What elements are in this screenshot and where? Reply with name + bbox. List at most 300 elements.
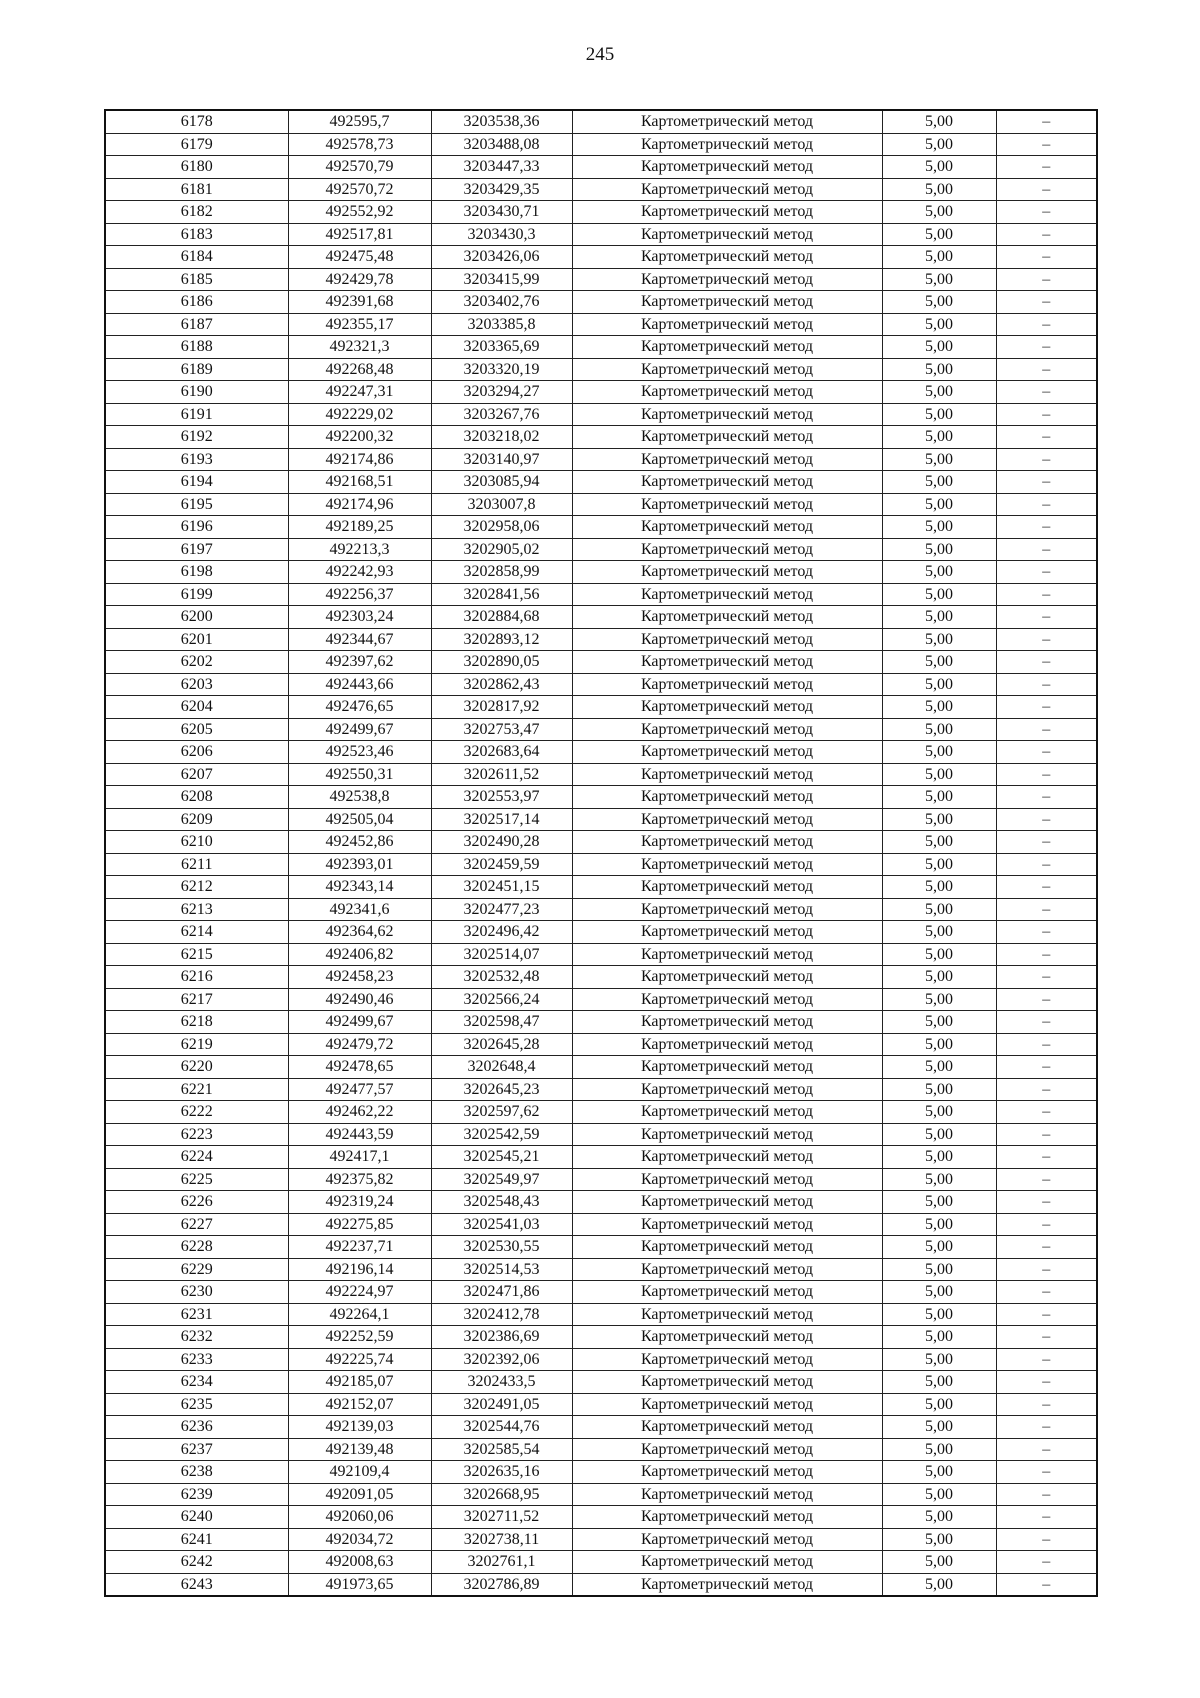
accuracy-cell: 5,00 bbox=[882, 1348, 996, 1371]
x-coordinate-cell: 492242,93 bbox=[288, 561, 431, 584]
accuracy-cell: 5,00 bbox=[882, 831, 996, 854]
point-number-cell: 6188 bbox=[105, 336, 288, 359]
accuracy-cell: 5,00 bbox=[882, 1371, 996, 1394]
accuracy-cell: 5,00 bbox=[882, 1011, 996, 1034]
point-number-cell: 6192 bbox=[105, 426, 288, 449]
x-coordinate-cell: 492375,82 bbox=[288, 1168, 431, 1191]
dash-cell: – bbox=[996, 898, 1097, 921]
table-row bbox=[105, 1461, 1097, 1484]
x-coordinate-cell: 492393,01 bbox=[288, 853, 431, 876]
method-cell: Картометрический метод bbox=[572, 786, 882, 809]
table-row bbox=[105, 1191, 1097, 1214]
dash-cell: – bbox=[996, 696, 1097, 719]
x-coordinate-cell: 491973,65 bbox=[288, 1573, 431, 1596]
point-number-cell: 6230 bbox=[105, 1281, 288, 1304]
x-coordinate-cell: 492319,24 bbox=[288, 1191, 431, 1214]
method-cell: Картометрический метод bbox=[572, 133, 882, 156]
method-cell: Картометрический метод bbox=[572, 1506, 882, 1529]
table-row bbox=[105, 493, 1097, 516]
table-row bbox=[105, 448, 1097, 471]
dash-cell: – bbox=[996, 1123, 1097, 1146]
accuracy-cell: 5,00 bbox=[882, 1078, 996, 1101]
y-coordinate-cell: 3203218,02 bbox=[431, 426, 572, 449]
x-coordinate-cell: 492578,73 bbox=[288, 133, 431, 156]
table-row bbox=[105, 1011, 1097, 1034]
accuracy-cell: 5,00 bbox=[882, 1258, 996, 1281]
y-coordinate-cell: 3202451,15 bbox=[431, 876, 572, 899]
accuracy-cell: 5,00 bbox=[882, 876, 996, 899]
point-number-cell: 6198 bbox=[105, 561, 288, 584]
dash-cell: – bbox=[996, 651, 1097, 674]
table-row bbox=[105, 516, 1097, 539]
method-cell: Картометрический метод bbox=[572, 741, 882, 764]
y-coordinate-cell: 3203538,36 bbox=[431, 110, 572, 133]
accuracy-cell: 5,00 bbox=[882, 1551, 996, 1574]
y-coordinate-cell: 3202386,69 bbox=[431, 1326, 572, 1349]
point-number-cell: 6191 bbox=[105, 403, 288, 426]
dash-cell: – bbox=[996, 606, 1097, 629]
method-cell: Картометрический метод bbox=[572, 426, 882, 449]
x-coordinate-cell: 492168,51 bbox=[288, 471, 431, 494]
x-coordinate-cell: 492478,65 bbox=[288, 1056, 431, 1079]
table-row bbox=[105, 1101, 1097, 1124]
method-cell: Картометрический метод bbox=[572, 1056, 882, 1079]
y-coordinate-cell: 3202738,11 bbox=[431, 1528, 572, 1551]
y-coordinate-cell: 3203385,8 bbox=[431, 313, 572, 336]
table-row bbox=[105, 673, 1097, 696]
method-cell: Картометрический метод bbox=[572, 1483, 882, 1506]
accuracy-cell: 5,00 bbox=[882, 718, 996, 741]
point-number-cell: 6182 bbox=[105, 201, 288, 224]
table-row bbox=[105, 741, 1097, 764]
table-row bbox=[105, 943, 1097, 966]
point-number-cell: 6203 bbox=[105, 673, 288, 696]
accuracy-cell: 5,00 bbox=[882, 1056, 996, 1079]
x-coordinate-cell: 492264,1 bbox=[288, 1303, 431, 1326]
y-coordinate-cell: 3202433,5 bbox=[431, 1371, 572, 1394]
table-row bbox=[105, 1371, 1097, 1394]
table-row bbox=[105, 988, 1097, 1011]
y-coordinate-cell: 3202817,92 bbox=[431, 696, 572, 719]
y-coordinate-cell: 3203430,71 bbox=[431, 201, 572, 224]
dash-cell: – bbox=[996, 538, 1097, 561]
method-cell: Картометрический метод bbox=[572, 966, 882, 989]
table-row bbox=[105, 291, 1097, 314]
x-coordinate-cell: 492479,72 bbox=[288, 1033, 431, 1056]
accuracy-cell: 5,00 bbox=[882, 786, 996, 809]
x-coordinate-cell: 492256,37 bbox=[288, 583, 431, 606]
accuracy-cell: 5,00 bbox=[882, 223, 996, 246]
x-coordinate-cell: 492417,1 bbox=[288, 1146, 431, 1169]
accuracy-cell: 5,00 bbox=[882, 651, 996, 674]
point-number-cell: 6226 bbox=[105, 1191, 288, 1214]
y-coordinate-cell: 3202958,06 bbox=[431, 516, 572, 539]
table-row bbox=[105, 178, 1097, 201]
table-row bbox=[105, 1258, 1097, 1281]
dash-cell: – bbox=[996, 988, 1097, 1011]
table-row bbox=[105, 1146, 1097, 1169]
y-coordinate-cell: 3202548,43 bbox=[431, 1191, 572, 1214]
accuracy-cell: 5,00 bbox=[882, 426, 996, 449]
y-coordinate-cell: 3203430,3 bbox=[431, 223, 572, 246]
x-coordinate-cell: 492443,66 bbox=[288, 673, 431, 696]
table-row bbox=[105, 1573, 1097, 1596]
method-cell: Картометрический метод bbox=[572, 1033, 882, 1056]
accuracy-cell: 5,00 bbox=[882, 516, 996, 539]
x-coordinate-cell: 492397,62 bbox=[288, 651, 431, 674]
point-number-cell: 6197 bbox=[105, 538, 288, 561]
accuracy-cell: 5,00 bbox=[882, 1483, 996, 1506]
accuracy-cell: 5,00 bbox=[882, 853, 996, 876]
y-coordinate-cell: 3202490,28 bbox=[431, 831, 572, 854]
method-cell: Картометрический метод bbox=[572, 291, 882, 314]
y-coordinate-cell: 3202635,16 bbox=[431, 1461, 572, 1484]
y-coordinate-cell: 3202566,24 bbox=[431, 988, 572, 1011]
method-cell: Картометрический метод bbox=[572, 1461, 882, 1484]
y-coordinate-cell: 3202862,43 bbox=[431, 673, 572, 696]
method-cell: Картометрический метод bbox=[572, 583, 882, 606]
method-cell: Картометрический метод bbox=[572, 606, 882, 629]
method-cell: Картометрический метод bbox=[572, 651, 882, 674]
x-coordinate-cell: 492060,06 bbox=[288, 1506, 431, 1529]
accuracy-cell: 5,00 bbox=[882, 628, 996, 651]
point-number-cell: 6199 bbox=[105, 583, 288, 606]
table-row bbox=[105, 808, 1097, 831]
accuracy-cell: 5,00 bbox=[882, 1393, 996, 1416]
table-row bbox=[105, 1416, 1097, 1439]
table-row bbox=[105, 1438, 1097, 1461]
method-cell: Картометрический метод bbox=[572, 448, 882, 471]
dash-cell: – bbox=[996, 493, 1097, 516]
table-row bbox=[105, 110, 1097, 133]
point-number-cell: 6243 bbox=[105, 1573, 288, 1596]
dash-cell: – bbox=[996, 966, 1097, 989]
table-row bbox=[105, 921, 1097, 944]
dash-cell: – bbox=[996, 448, 1097, 471]
y-coordinate-cell: 3202532,48 bbox=[431, 966, 572, 989]
y-coordinate-cell: 3202598,47 bbox=[431, 1011, 572, 1034]
method-cell: Картометрический метод bbox=[572, 718, 882, 741]
point-number-cell: 6211 bbox=[105, 853, 288, 876]
dash-cell: – bbox=[996, 1348, 1097, 1371]
method-cell: Картометрический метод bbox=[572, 1416, 882, 1439]
table-row bbox=[105, 268, 1097, 291]
accuracy-cell: 5,00 bbox=[882, 741, 996, 764]
x-coordinate-cell: 492229,02 bbox=[288, 403, 431, 426]
x-coordinate-cell: 492247,31 bbox=[288, 381, 431, 404]
point-number-cell: 6201 bbox=[105, 628, 288, 651]
x-coordinate-cell: 492552,92 bbox=[288, 201, 431, 224]
dash-cell: – bbox=[996, 471, 1097, 494]
dash-cell: – bbox=[996, 876, 1097, 899]
point-number-cell: 6184 bbox=[105, 246, 288, 269]
accuracy-cell: 5,00 bbox=[882, 1213, 996, 1236]
method-cell: Картометрический метод bbox=[572, 763, 882, 786]
y-coordinate-cell: 3202890,05 bbox=[431, 651, 572, 674]
y-coordinate-cell: 3203402,76 bbox=[431, 291, 572, 314]
dash-cell: – bbox=[996, 1078, 1097, 1101]
dash-cell: – bbox=[996, 1011, 1097, 1034]
table-row bbox=[105, 426, 1097, 449]
x-coordinate-cell: 492174,86 bbox=[288, 448, 431, 471]
x-coordinate-cell: 492452,86 bbox=[288, 831, 431, 854]
point-number-cell: 6223 bbox=[105, 1123, 288, 1146]
point-number-cell: 6228 bbox=[105, 1236, 288, 1259]
table-row bbox=[105, 831, 1097, 854]
dash-cell: – bbox=[996, 1258, 1097, 1281]
method-cell: Картометрический метод bbox=[572, 943, 882, 966]
point-number-cell: 6210 bbox=[105, 831, 288, 854]
x-coordinate-cell: 492595,7 bbox=[288, 110, 431, 133]
method-cell: Картометрический метод bbox=[572, 538, 882, 561]
dash-cell: – bbox=[996, 178, 1097, 201]
accuracy-cell: 5,00 bbox=[882, 133, 996, 156]
accuracy-cell: 5,00 bbox=[882, 921, 996, 944]
table-row bbox=[105, 1551, 1097, 1574]
table-row bbox=[105, 1506, 1097, 1529]
x-coordinate-cell: 492237,71 bbox=[288, 1236, 431, 1259]
y-coordinate-cell: 3202496,42 bbox=[431, 921, 572, 944]
dash-cell: – bbox=[996, 1236, 1097, 1259]
dash-cell: – bbox=[996, 156, 1097, 179]
page-number: 245 bbox=[585, 44, 615, 65]
dash-cell: – bbox=[996, 516, 1097, 539]
method-cell: Картометрический метод bbox=[572, 853, 882, 876]
point-number-cell: 6220 bbox=[105, 1056, 288, 1079]
point-number-cell: 6240 bbox=[105, 1506, 288, 1529]
table-row bbox=[105, 718, 1097, 741]
table-row bbox=[105, 898, 1097, 921]
table-row bbox=[105, 1326, 1097, 1349]
y-coordinate-cell: 3202648,4 bbox=[431, 1056, 572, 1079]
dash-cell: – bbox=[996, 1191, 1097, 1214]
point-number-cell: 6225 bbox=[105, 1168, 288, 1191]
dash-cell: – bbox=[996, 741, 1097, 764]
table-row bbox=[105, 313, 1097, 336]
method-cell: Картометрический метод bbox=[572, 988, 882, 1011]
dash-cell: – bbox=[996, 853, 1097, 876]
point-number-cell: 6235 bbox=[105, 1393, 288, 1416]
accuracy-cell: 5,00 bbox=[882, 1101, 996, 1124]
dash-cell: – bbox=[996, 786, 1097, 809]
table-row bbox=[105, 651, 1097, 674]
method-cell: Картометрический метод bbox=[572, 1191, 882, 1214]
x-coordinate-cell: 492523,46 bbox=[288, 741, 431, 764]
table-row bbox=[105, 966, 1097, 989]
method-cell: Картометрический метод bbox=[572, 1011, 882, 1034]
accuracy-cell: 5,00 bbox=[882, 110, 996, 133]
point-number-cell: 6224 bbox=[105, 1146, 288, 1169]
point-number-cell: 6222 bbox=[105, 1101, 288, 1124]
method-cell: Картометрический метод bbox=[572, 313, 882, 336]
point-number-cell: 6229 bbox=[105, 1258, 288, 1281]
table-row bbox=[105, 1303, 1097, 1326]
point-number-cell: 6208 bbox=[105, 786, 288, 809]
dash-cell: – bbox=[996, 223, 1097, 246]
dash-cell: – bbox=[996, 1033, 1097, 1056]
y-coordinate-cell: 3202585,54 bbox=[431, 1438, 572, 1461]
dash-cell: – bbox=[996, 1461, 1097, 1484]
accuracy-cell: 5,00 bbox=[882, 898, 996, 921]
x-coordinate-cell: 492303,24 bbox=[288, 606, 431, 629]
y-coordinate-cell: 3203447,33 bbox=[431, 156, 572, 179]
table-row bbox=[105, 1393, 1097, 1416]
method-cell: Картометрический метод bbox=[572, 246, 882, 269]
table-row bbox=[105, 223, 1097, 246]
dash-cell: – bbox=[996, 403, 1097, 426]
y-coordinate-cell: 3202477,23 bbox=[431, 898, 572, 921]
point-number-cell: 6193 bbox=[105, 448, 288, 471]
point-number-cell: 6204 bbox=[105, 696, 288, 719]
accuracy-cell: 5,00 bbox=[882, 1281, 996, 1304]
accuracy-cell: 5,00 bbox=[882, 471, 996, 494]
accuracy-cell: 5,00 bbox=[882, 313, 996, 336]
method-cell: Картометрический метод bbox=[572, 268, 882, 291]
table-row bbox=[105, 628, 1097, 651]
point-number-cell: 6213 bbox=[105, 898, 288, 921]
dash-cell: – bbox=[996, 583, 1097, 606]
point-number-cell: 6202 bbox=[105, 651, 288, 674]
method-cell: Картометрический метод bbox=[572, 381, 882, 404]
method-cell: Картометрический метод bbox=[572, 471, 882, 494]
accuracy-cell: 5,00 bbox=[882, 493, 996, 516]
y-coordinate-cell: 3202645,28 bbox=[431, 1033, 572, 1056]
accuracy-cell: 5,00 bbox=[882, 1416, 996, 1439]
method-cell: Картометрический метод bbox=[572, 156, 882, 179]
dash-cell: – bbox=[996, 1438, 1097, 1461]
y-coordinate-cell: 3202514,53 bbox=[431, 1258, 572, 1281]
accuracy-cell: 5,00 bbox=[882, 178, 996, 201]
table-row bbox=[105, 606, 1097, 629]
point-number-cell: 6217 bbox=[105, 988, 288, 1011]
accuracy-cell: 5,00 bbox=[882, 156, 996, 179]
x-coordinate-cell: 492213,3 bbox=[288, 538, 431, 561]
x-coordinate-cell: 492550,31 bbox=[288, 763, 431, 786]
method-cell: Картометрический метод bbox=[572, 898, 882, 921]
y-coordinate-cell: 3202597,62 bbox=[431, 1101, 572, 1124]
accuracy-cell: 5,00 bbox=[882, 358, 996, 381]
accuracy-cell: 5,00 bbox=[882, 201, 996, 224]
point-number-cell: 6186 bbox=[105, 291, 288, 314]
method-cell: Картометрический метод bbox=[572, 1573, 882, 1596]
y-coordinate-cell: 3202683,64 bbox=[431, 741, 572, 764]
y-coordinate-cell: 3202884,68 bbox=[431, 606, 572, 629]
method-cell: Картометрический метод bbox=[572, 1168, 882, 1191]
point-number-cell: 6194 bbox=[105, 471, 288, 494]
x-coordinate-cell: 492517,81 bbox=[288, 223, 431, 246]
point-number-cell: 6180 bbox=[105, 156, 288, 179]
table-row bbox=[105, 358, 1097, 381]
accuracy-cell: 5,00 bbox=[882, 1506, 996, 1529]
x-coordinate-cell: 492139,48 bbox=[288, 1438, 431, 1461]
dash-cell: – bbox=[996, 763, 1097, 786]
table-row bbox=[105, 1213, 1097, 1236]
x-coordinate-cell: 492034,72 bbox=[288, 1528, 431, 1551]
point-number-cell: 6218 bbox=[105, 1011, 288, 1034]
dash-cell: – bbox=[996, 1303, 1097, 1326]
y-coordinate-cell: 3203429,35 bbox=[431, 178, 572, 201]
accuracy-cell: 5,00 bbox=[882, 966, 996, 989]
point-number-cell: 6212 bbox=[105, 876, 288, 899]
y-coordinate-cell: 3202611,52 bbox=[431, 763, 572, 786]
table-row bbox=[105, 1033, 1097, 1056]
method-cell: Картометрический метод bbox=[572, 808, 882, 831]
method-cell: Картометрический метод bbox=[572, 1438, 882, 1461]
method-cell: Картометрический метод bbox=[572, 336, 882, 359]
dash-cell: – bbox=[996, 1213, 1097, 1236]
y-coordinate-cell: 3202549,97 bbox=[431, 1168, 572, 1191]
method-cell: Картометрический метод bbox=[572, 1236, 882, 1259]
dash-cell: – bbox=[996, 1551, 1097, 1574]
table-row bbox=[105, 133, 1097, 156]
table-row bbox=[105, 1123, 1097, 1146]
method-cell: Картометрический метод bbox=[572, 1326, 882, 1349]
point-number-cell: 6183 bbox=[105, 223, 288, 246]
y-coordinate-cell: 3202545,21 bbox=[431, 1146, 572, 1169]
method-cell: Картометрический метод bbox=[572, 178, 882, 201]
dash-cell: – bbox=[996, 133, 1097, 156]
table-row bbox=[105, 786, 1097, 809]
dash-cell: – bbox=[996, 426, 1097, 449]
table-row bbox=[105, 403, 1097, 426]
x-coordinate-cell: 492200,32 bbox=[288, 426, 431, 449]
x-coordinate-cell: 492475,48 bbox=[288, 246, 431, 269]
y-coordinate-cell: 3203085,94 bbox=[431, 471, 572, 494]
y-coordinate-cell: 3202645,23 bbox=[431, 1078, 572, 1101]
table-row bbox=[105, 1281, 1097, 1304]
point-number-cell: 6216 bbox=[105, 966, 288, 989]
point-number-cell: 6215 bbox=[105, 943, 288, 966]
x-coordinate-cell: 492341,6 bbox=[288, 898, 431, 921]
dash-cell: – bbox=[996, 1506, 1097, 1529]
accuracy-cell: 5,00 bbox=[882, 808, 996, 831]
x-coordinate-cell: 492458,23 bbox=[288, 966, 431, 989]
method-cell: Картометрический метод bbox=[572, 1528, 882, 1551]
dash-cell: – bbox=[996, 313, 1097, 336]
accuracy-cell: 5,00 bbox=[882, 1461, 996, 1484]
y-coordinate-cell: 3203267,76 bbox=[431, 403, 572, 426]
point-number-cell: 6214 bbox=[105, 921, 288, 944]
method-cell: Картометрический метод bbox=[572, 1281, 882, 1304]
point-number-cell: 6187 bbox=[105, 313, 288, 336]
method-cell: Картометрический метод bbox=[572, 110, 882, 133]
method-cell: Картометрический метод bbox=[572, 1213, 882, 1236]
accuracy-cell: 5,00 bbox=[882, 943, 996, 966]
x-coordinate-cell: 492008,63 bbox=[288, 1551, 431, 1574]
x-coordinate-cell: 492196,14 bbox=[288, 1258, 431, 1281]
method-cell: Картометрический метод bbox=[572, 1551, 882, 1574]
y-coordinate-cell: 3202530,55 bbox=[431, 1236, 572, 1259]
table-row bbox=[105, 538, 1097, 561]
method-cell: Картометрический метод bbox=[572, 921, 882, 944]
x-coordinate-cell: 492364,62 bbox=[288, 921, 431, 944]
table-row bbox=[105, 1348, 1097, 1371]
accuracy-cell: 5,00 bbox=[882, 448, 996, 471]
x-coordinate-cell: 492538,8 bbox=[288, 786, 431, 809]
dash-cell: – bbox=[996, 1371, 1097, 1394]
dash-cell: – bbox=[996, 921, 1097, 944]
dash-cell: – bbox=[996, 336, 1097, 359]
x-coordinate-cell: 492391,68 bbox=[288, 291, 431, 314]
dash-cell: – bbox=[996, 718, 1097, 741]
accuracy-cell: 5,00 bbox=[882, 246, 996, 269]
point-number-cell: 6190 bbox=[105, 381, 288, 404]
method-cell: Картометрический метод bbox=[572, 876, 882, 899]
x-coordinate-cell: 492505,04 bbox=[288, 808, 431, 831]
point-number-cell: 6205 bbox=[105, 718, 288, 741]
x-coordinate-cell: 492570,72 bbox=[288, 178, 431, 201]
x-coordinate-cell: 492321,3 bbox=[288, 336, 431, 359]
